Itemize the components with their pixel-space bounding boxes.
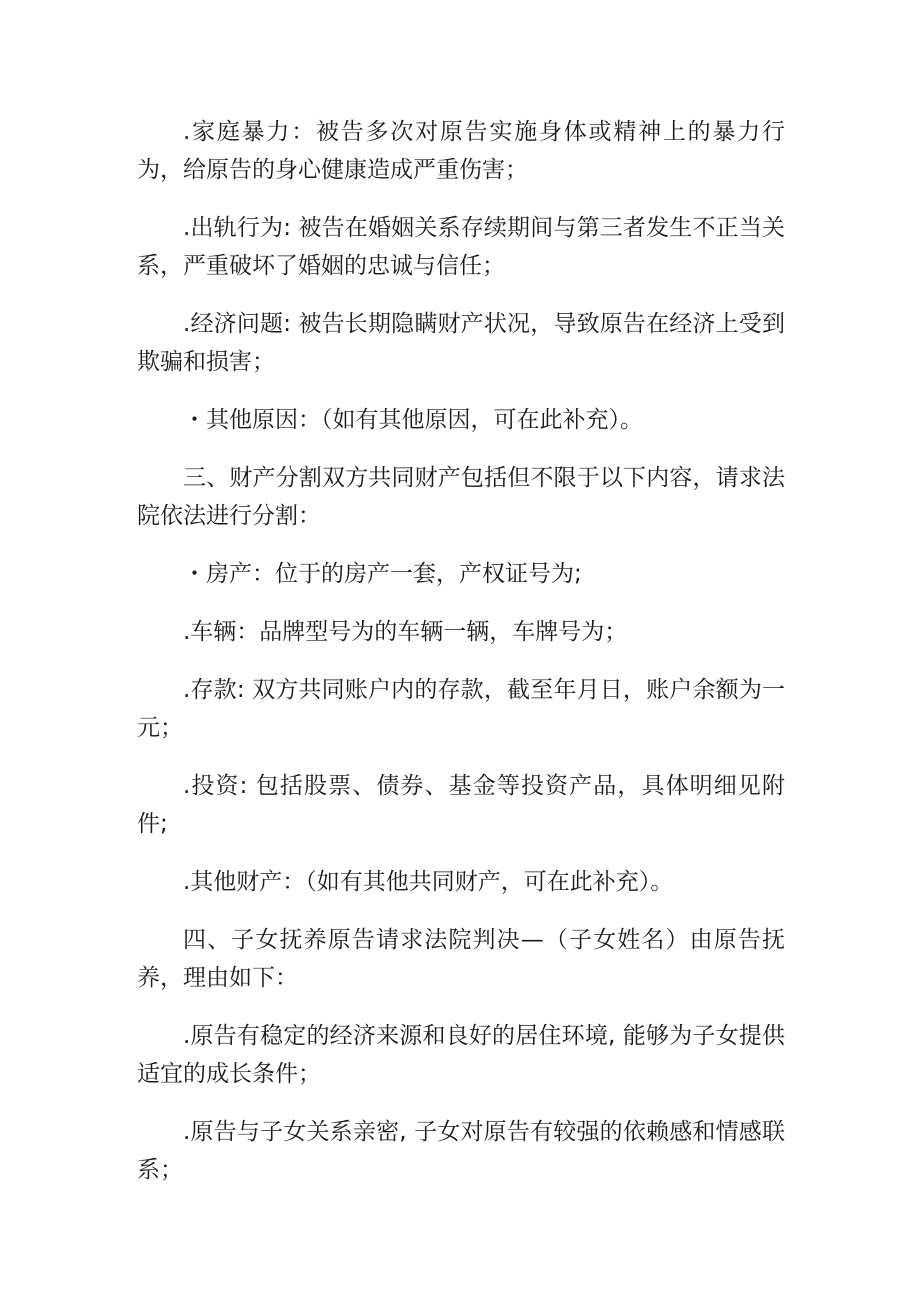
paragraph-economic-issues: .经济问题: 被告长期隐瞒财产状况，导致原告在经济上受到欺骗和损害； xyxy=(137,311,785,375)
paragraph-custody-reason-2: .原告与子女关系亲密, 子女对原告有较强的依赖感和情感联系； xyxy=(137,1119,785,1183)
paragraph-savings: .存款: 双方共同账户内的存款，截至年月日，账户余额为一元； xyxy=(137,677,785,741)
section-property-division: 三、财产分割双方共同财产包括但不限于以下内容，请求法院依法进行分割： xyxy=(137,465,785,529)
paragraph-real-estate: ・房产：位于的房产一套，产权证号为; xyxy=(183,561,582,587)
section-child-custody: 四、子女抚养原告请求法院判决—（子女姓名）由原告抚养，理由如下： xyxy=(137,927,785,991)
paragraph-domestic-violence: .家庭暴力：被告多次对原告实施身体或精神上的暴力行为，给原告的身心健康造成严重伤害； xyxy=(137,119,785,183)
paragraph-investments: .投资: 包括股票、债券、基金等投资产品，具体明细见附件; xyxy=(137,773,785,837)
paragraph-vehicle: .车辆：品牌型号为的车辆一辆，车牌号为； xyxy=(183,619,628,645)
document-body xyxy=(137,113,785,1209)
paragraph-other-reasons: ・其他原因：（如有其他原因，可在此补充）。 xyxy=(183,407,643,433)
paragraph-other-property: .其他财产：（如有其他共同财产，可在此补充）。 xyxy=(183,869,674,895)
paragraph-custody-reason-1: .原告有稳定的经济来源和良好的居住环境, 能够为子女提供适宜的成长条件； xyxy=(137,1023,785,1087)
paragraph-infidelity: .出轨行为: 被告在婚姻关系存续期间与第三者发生不正当关系，严重破坏了婚姻的忠诚与信任； xyxy=(137,215,785,279)
